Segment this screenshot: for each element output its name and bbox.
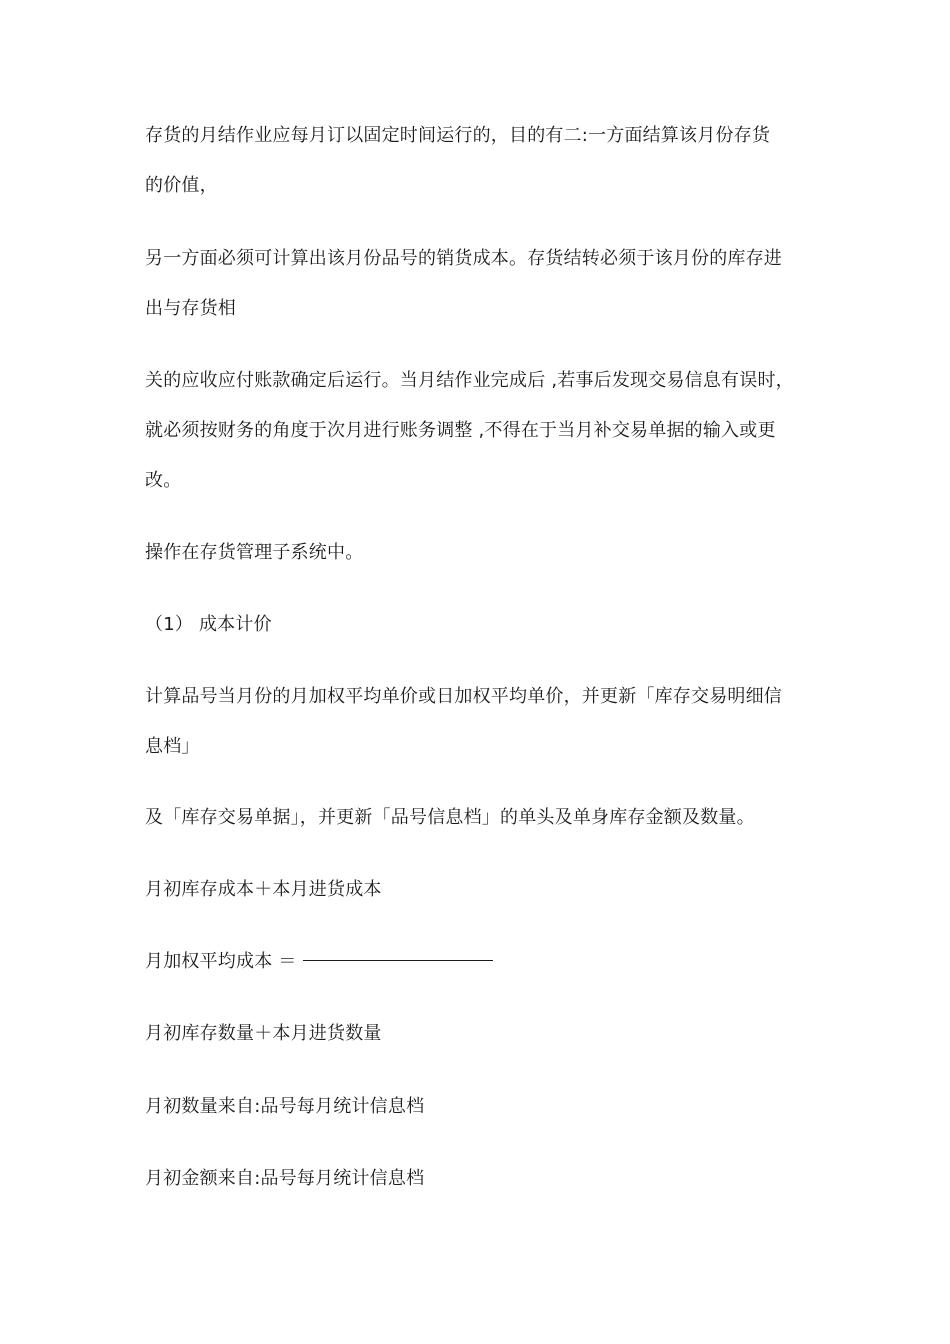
paragraph-4-line-1: 操作在存货管理子系统中。 — [145, 542, 364, 563]
paragraph-3-line-2: 就必须按财务的角度于次月进行账务调整 ,不得在于当月补交易单据的输入或更 — [145, 420, 776, 441]
formula-numerator: 月初库存成本＋本月进货成本 — [145, 879, 382, 900]
paragraph-2-line-2: 出与存货相 — [145, 298, 236, 319]
paragraph-2-line-1: 另一方面必须可计算出该月份品号的销货成本。存货结转必须于该月份的库存进 — [145, 248, 782, 269]
note-opening-amount: 月初金额来自:品号每月统计信息档 — [145, 1168, 425, 1189]
paragraph-1-line-2: 的价值， — [145, 175, 218, 196]
formula-denominator: 月初库存数量＋本月进货数量 — [145, 1023, 382, 1044]
paragraph-7-line-1: 及「库存交易单据」，并更新「品号信息档」的单头及单身库存金额及数量。 — [145, 807, 755, 828]
paragraph-1-line-1: 存货的月结作业应每月订以固定时间运行的，目的有二:一方面结算该月份存货 — [145, 125, 771, 146]
paragraph-3-line-1: 关的应收应付账款确定后运行。当月结作业完成后 ,若事后发现交易信息有误时， — [145, 370, 794, 391]
formula-label: 月加权平均成本 ＝ — [145, 951, 297, 972]
formula-row — [145, 950, 493, 974]
note-opening-quantity: 月初数量来自:品号每月统计信息档 — [145, 1096, 425, 1117]
fraction-bar — [303, 960, 493, 961]
paragraph-3-line-3: 改。 — [145, 470, 182, 491]
paragraph-6-line-1: 计算品号当月份的月加权平均单价或日加权平均单价，并更新「库存交易明细信 — [145, 686, 782, 707]
section-heading: （1） 成本计价 — [145, 614, 272, 635]
paragraph-6-line-2: 息档」 — [145, 736, 200, 757]
